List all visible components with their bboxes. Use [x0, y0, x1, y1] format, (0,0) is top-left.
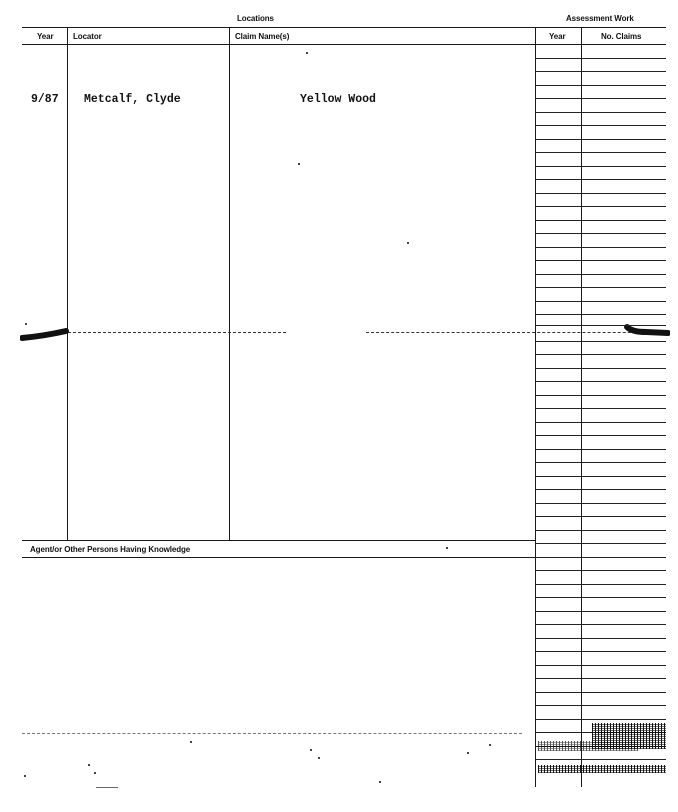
assessment-row-rule: [536, 112, 666, 113]
assessment-row-rule: [536, 354, 666, 355]
agent-section-top-rule: [22, 540, 535, 541]
assessment-row-rule: [536, 624, 666, 625]
assessment-row-rule: [536, 435, 666, 436]
assessment-row-rule: [536, 678, 666, 679]
record-claim-name: Yellow Wood: [300, 93, 376, 106]
assessment-row-rule: [536, 381, 666, 382]
assessment-row-rule: [536, 58, 666, 59]
assessment-row-rule: [536, 206, 666, 207]
scan-speck: [190, 741, 192, 743]
assessment-row-rule: [536, 570, 666, 571]
assessment-row-rule: [536, 422, 666, 423]
assessment-row-rule: [536, 638, 666, 639]
assessment-row-rule: [536, 139, 666, 140]
assessment-row-rule: [536, 274, 666, 275]
record-locator: Metcalf, Clyde: [84, 93, 181, 106]
assessment-row-rule: [536, 301, 666, 302]
pen-mark-left: [20, 326, 70, 342]
assessment-row-rule: [536, 665, 666, 666]
scan-speck: [467, 752, 469, 754]
assessment-row-rule: [536, 179, 666, 180]
assessment-row-rule: [536, 489, 666, 490]
assessment-row-rule: [536, 543, 666, 544]
assessment-year-claims-divider: [581, 27, 582, 787]
scan-speck: [94, 772, 96, 774]
assessment-row-rule: [536, 651, 666, 652]
scan-speck: [318, 757, 320, 759]
agent-section-header: Agent/or Other Persons Having Knowledge: [30, 545, 191, 554]
locator-claim-divider: [229, 27, 230, 540]
assessment-row-rule: [536, 530, 666, 531]
assessment-year-column-header: Year: [549, 32, 566, 41]
locator-column-header: Locator: [73, 32, 102, 41]
assessment-row-rule: [536, 71, 666, 72]
assessment-row-rule: [536, 368, 666, 369]
assessment-row-rule: [536, 85, 666, 86]
assessment-row-rule: [536, 516, 666, 517]
assessment-work-group-header: Assessment Work: [566, 14, 634, 23]
year-column-header: Year: [37, 32, 54, 41]
scan-noise-block: [538, 741, 638, 751]
assessment-row-rule: [536, 220, 666, 221]
assessment-row-rule: [536, 125, 666, 126]
assessment-row-rule: [536, 462, 666, 463]
scan-speck: [298, 163, 300, 165]
assessment-row-rule: [536, 152, 666, 153]
year-locator-divider: [67, 27, 68, 540]
bottom-faded-line: [22, 733, 522, 734]
assessment-row-rule: [536, 260, 666, 261]
assessment-row-rule: [536, 247, 666, 248]
fold-line-left: [68, 332, 286, 333]
assessment-row-rule: [536, 314, 666, 315]
scan-speck: [25, 323, 27, 325]
assessment-row-rule: [536, 166, 666, 167]
scan-speck: [24, 775, 26, 777]
record-year: 9/87: [31, 93, 59, 106]
assessment-row-rule: [536, 719, 666, 720]
header-top-rule: [22, 27, 666, 28]
assessment-row-rule: [536, 325, 666, 326]
fold-line-right: [366, 332, 666, 333]
assessment-row-rule: [536, 557, 666, 558]
scan-speck: [446, 547, 448, 549]
assessment-row-rule: [536, 341, 666, 342]
assessment-row-rule: [536, 395, 666, 396]
scan-speck: [489, 744, 491, 746]
assessment-row-rule: [536, 98, 666, 99]
header-bottom-rule: [22, 44, 666, 45]
claim-names-column-header: Claim Name(s): [235, 32, 290, 41]
assessment-row-rule: [536, 476, 666, 477]
scan-speck: [407, 242, 409, 244]
assessment-row-rule: [536, 597, 666, 598]
no-claims-column-header: No. Claims: [601, 32, 642, 41]
assessment-row-rule: [536, 193, 666, 194]
assessment-row-rule: [536, 705, 666, 706]
scan-speck: [88, 764, 90, 766]
scan-speck: [310, 749, 312, 751]
assessment-row-rule: [536, 692, 666, 693]
assessment-row-rule: [536, 503, 666, 504]
assessment-row-rule: [536, 408, 666, 409]
assessment-row-rule: [536, 584, 666, 585]
scan-dash-mark: [96, 787, 118, 788]
locations-group-header: Locations: [237, 14, 274, 23]
assessment-row-rule: [536, 449, 666, 450]
scan-noise-block: [538, 765, 666, 773]
assessment-row-rule: [536, 233, 666, 234]
scan-speck: [379, 781, 381, 783]
scan-speck: [306, 52, 308, 54]
assessment-row-rule: [536, 611, 666, 612]
assessment-row-rule: [536, 759, 666, 760]
agent-section-bottom-rule: [22, 557, 535, 558]
locations-assessment-divider: [535, 27, 536, 787]
assessment-row-rule: [536, 287, 666, 288]
